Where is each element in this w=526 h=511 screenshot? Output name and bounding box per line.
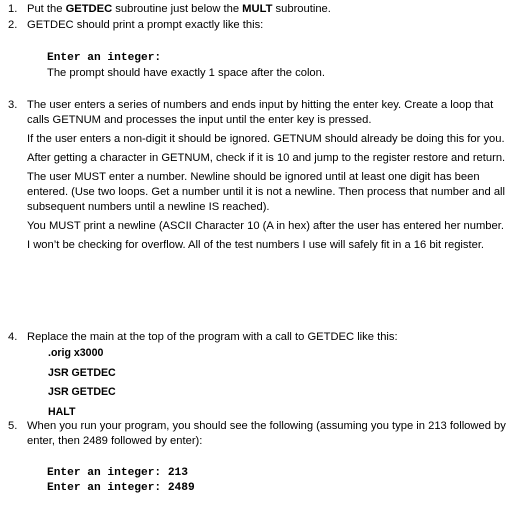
code-line: .orig x3000 (48, 347, 104, 359)
paragraph: I won’t be checking for overflow. All of the test numbers I use will safely fit in a 16 bit register. (27, 239, 485, 251)
prompt-code: Enter an integer: (47, 52, 162, 64)
paragraph: The user MUST enter a number. Newline should be ignored until at least one digit has been entered. (Use two loops. Get a number until it is not a newline. Then process that number and all subsequent numbers until a newline IS reached). (27, 171, 506, 213)
getdec-keyword: GETDEC (65, 3, 113, 15)
code-block (48, 346, 116, 424)
paragraph: You MUST print a newline (ASCII Character 10 (A in hex) after the user has entered her number. (27, 220, 504, 232)
item-number: 1. (8, 3, 18, 15)
item-number: 5. (8, 420, 18, 432)
item-text: Put the GETDEC subroutine just below the MULT subroutine. (27, 3, 331, 15)
code-line: JSR GETDEC (48, 366, 116, 379)
item-number: 4. (8, 331, 18, 343)
item-number: 3. (8, 99, 18, 111)
code-line: JSR GETDEC (48, 386, 116, 398)
item-text: When you run your program, you should see the following (assuming you type in 213 followed by enter, then 2489 followed by enter): (27, 420, 506, 447)
output-line: Enter an integer: 213 (47, 467, 188, 479)
item-text: GETDEC should print a prompt exactly like this: (27, 19, 264, 31)
paragraph: After getting a character in GETNUM, check if it is 10 and jump to the register restore and return. (27, 152, 506, 164)
prompt-note: The prompt should have exactly 1 space after the colon. (47, 67, 325, 79)
item-paragraphs (27, 98, 518, 257)
output-line: Enter an integer: 2489 (47, 482, 195, 494)
paragraph: If the user enters a non-digit it should be ignored. GETNUM should already be doing this for you. (27, 133, 505, 145)
paragraph: The user enters a series of numbers and ends input by hitting the enter key. Create a loop that calls GETNUM and processes the input until the enter key is pressed. (27, 99, 494, 126)
output-block (47, 466, 195, 496)
item-text: Replace the main at the top of the program with a call to GETDEC like this: (27, 331, 398, 343)
item-number: 2. (8, 19, 18, 31)
mult-keyword: MULT (242, 3, 273, 15)
code-line: HALT (48, 405, 76, 418)
